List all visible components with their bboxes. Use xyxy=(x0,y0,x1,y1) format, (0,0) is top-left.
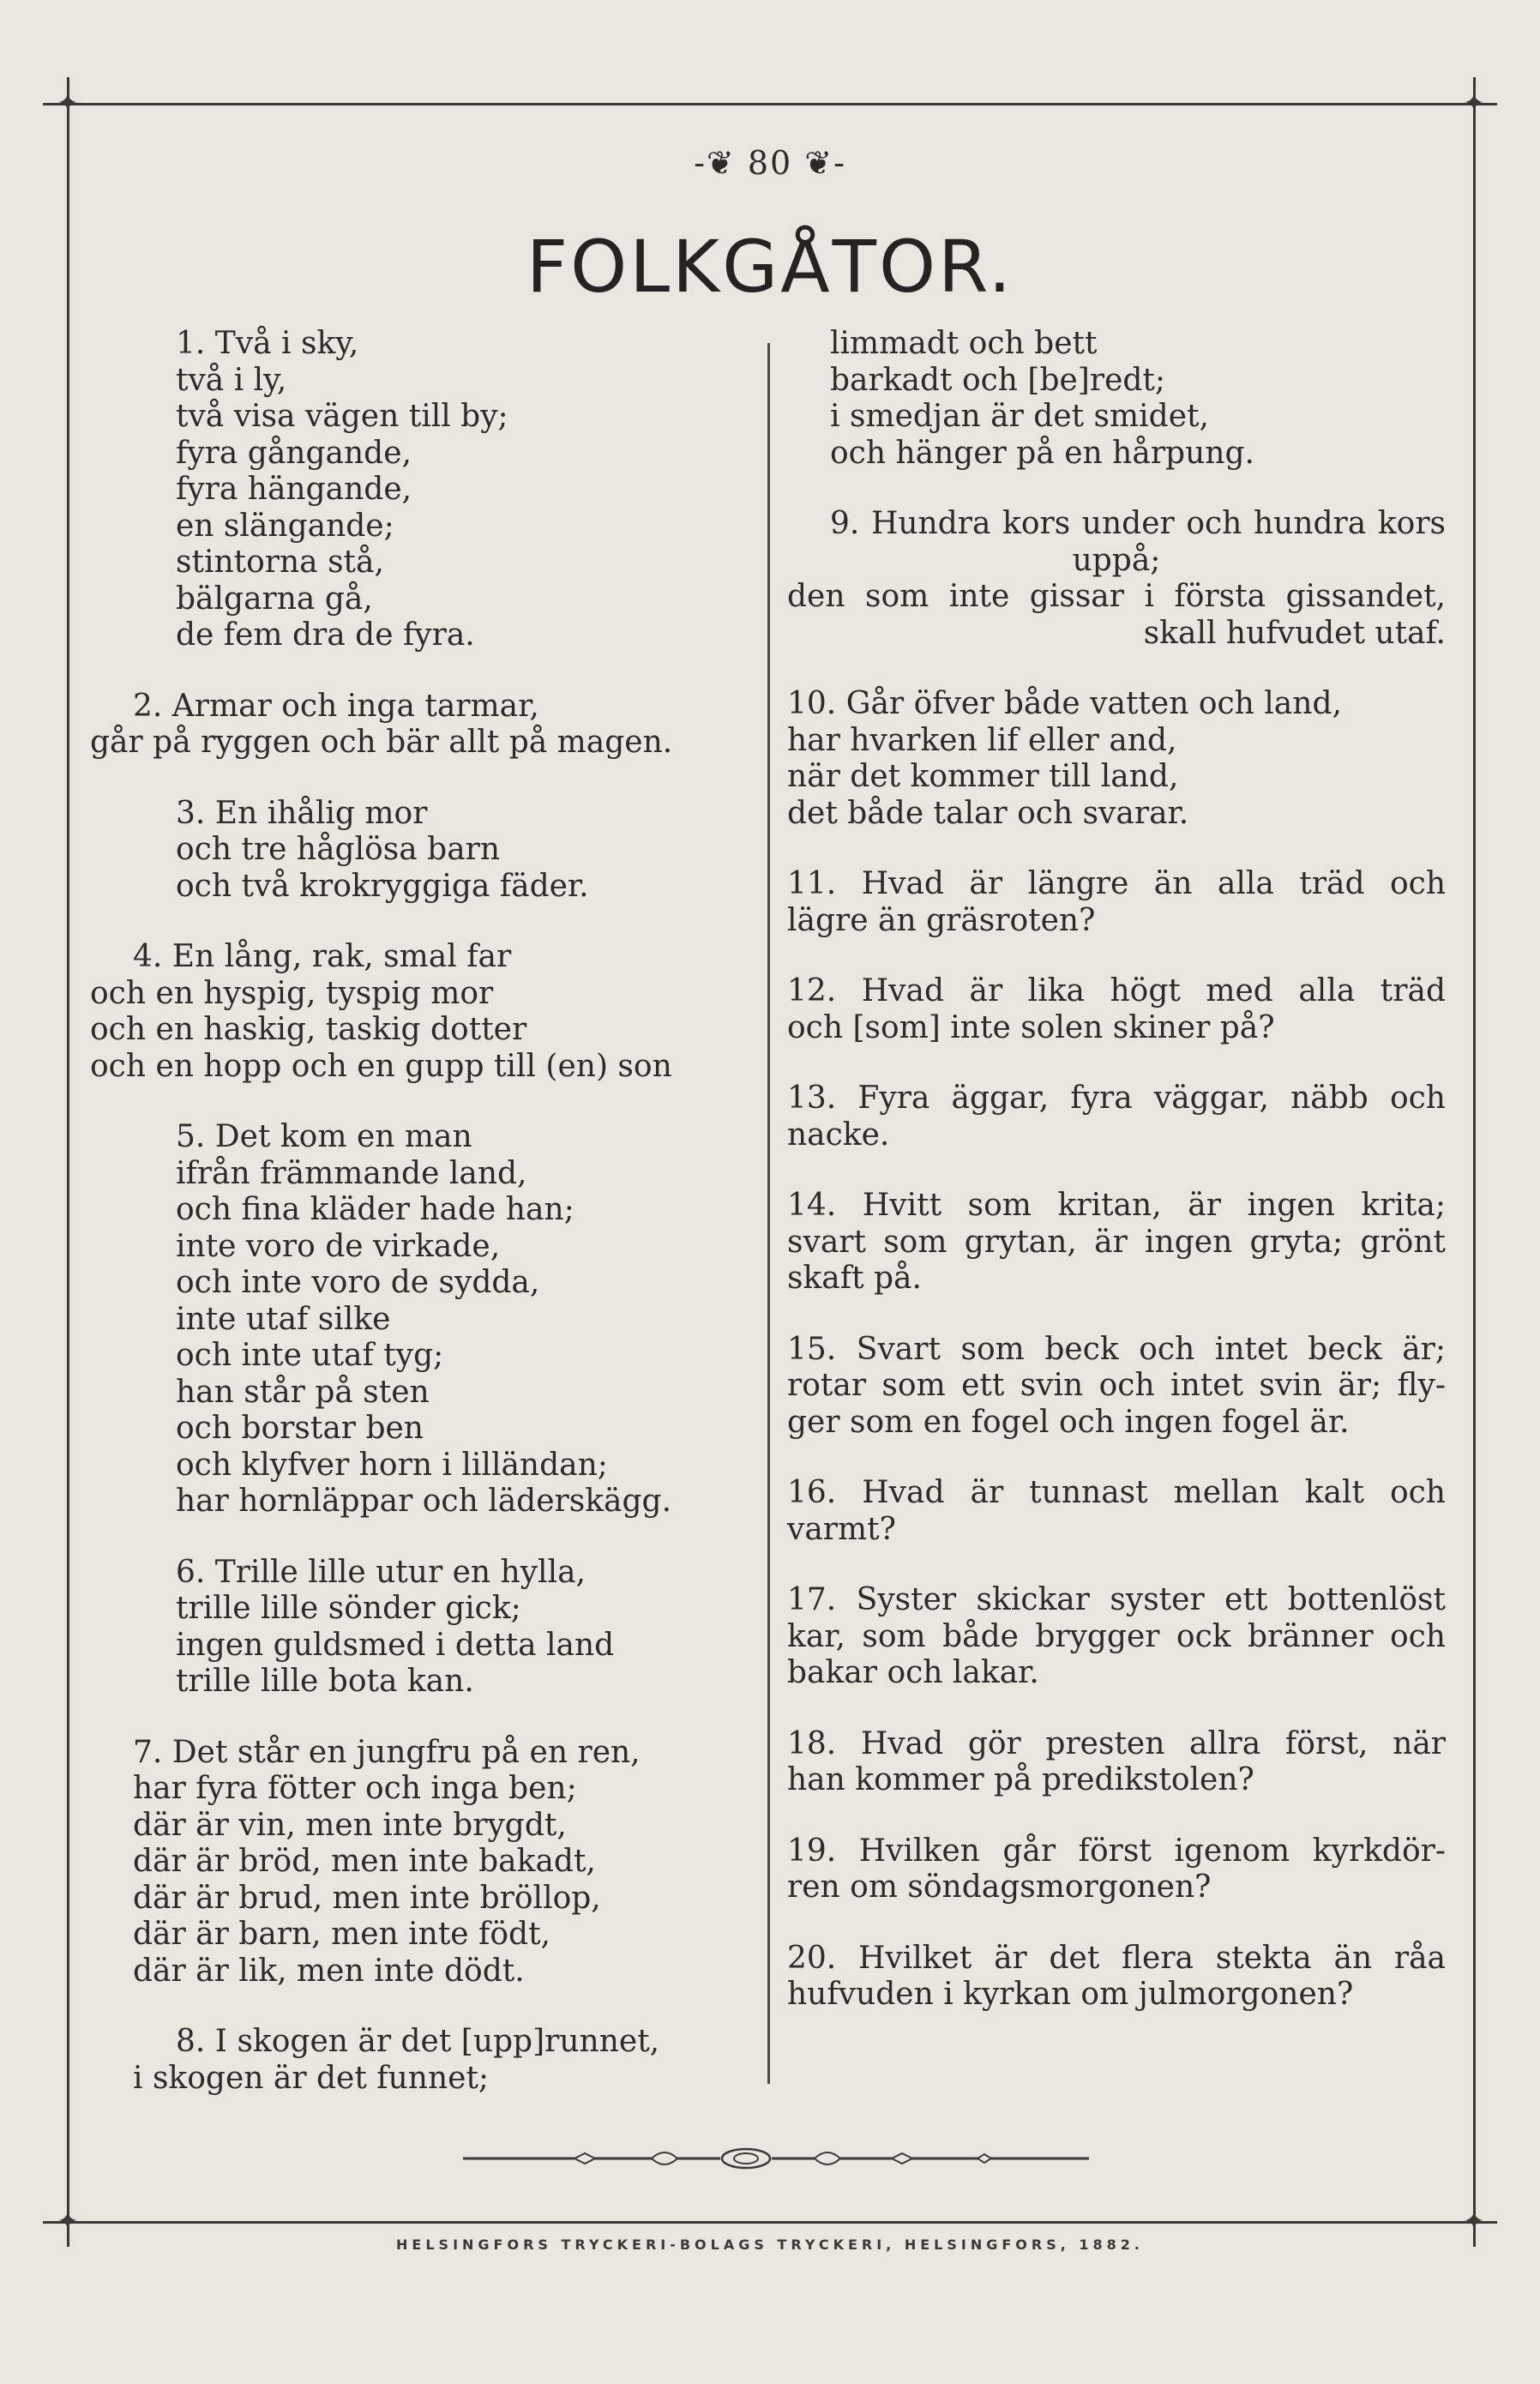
frame-right-line xyxy=(1473,77,1476,2247)
riddle-11 xyxy=(787,866,1446,939)
riddle-line: skaft på. xyxy=(787,1261,922,1296)
riddle-line: trille lille bota kan. xyxy=(176,1664,474,1699)
riddle-13 xyxy=(787,1081,1446,1153)
riddle-line: och en hopp och en gupp till (en) son xyxy=(90,1048,672,1084)
riddle-line: trille lille sönder gick; xyxy=(176,1591,521,1626)
riddle-line: där är bröd, men inte bakadt, xyxy=(133,1844,596,1879)
riddle-line: två i ly, xyxy=(176,362,287,398)
riddle-line: 1. Två i sky, xyxy=(176,326,359,361)
riddle-17 xyxy=(787,1582,1446,1692)
riddle-19 xyxy=(787,1833,1446,1906)
riddle-line: lägre än gräsroten? xyxy=(787,902,1096,938)
riddle-line: i skogen är det funnet; xyxy=(133,2060,490,2096)
column-divider xyxy=(767,343,770,2084)
ornament-divider-icon xyxy=(463,2146,1089,2171)
riddle-8-continued xyxy=(787,326,1446,472)
printer-footer: HELSINGFORS TRYCKERI-BOLAGS TRYCKERI, HELSINGFORS, 1882. xyxy=(396,2237,1144,2253)
riddle-line: ifrån främmande land, xyxy=(176,1155,527,1191)
riddle-line: har fyra fötter och inga ben; xyxy=(133,1771,577,1806)
riddle-20 xyxy=(787,1941,1446,2014)
riddle-14 xyxy=(787,1188,1446,1297)
riddle-3 xyxy=(90,796,742,906)
riddle-line: och borstar ben xyxy=(176,1411,424,1446)
riddle-line: i smedjan är det smidet, xyxy=(830,399,1209,434)
riddle-line: där är barn, men inte födt, xyxy=(133,1917,551,1952)
riddle-9 xyxy=(787,506,1446,652)
riddle-line: fyra hängande, xyxy=(176,472,412,507)
left-column xyxy=(90,326,742,2131)
riddle-7 xyxy=(90,1735,742,1990)
riddle-line: och fina kläder hade han; xyxy=(176,1192,574,1227)
riddle-line: ger som en fogel och ingen fogel är. xyxy=(787,1404,1350,1440)
riddle-line: barkadt och [be]redt; xyxy=(830,362,1166,398)
riddle-6 xyxy=(90,1555,742,1701)
riddle-line: 15. Svart som beck och intet beck är; xyxy=(787,1331,1446,1367)
riddle-line: 13. Fyra äggar, fyra väggar, näbb och xyxy=(787,1081,1446,1116)
riddle-line: de fem dra de fyra. xyxy=(176,617,475,653)
frame-top-line xyxy=(43,103,1497,105)
page-title: FOLKGÅTOR. xyxy=(526,225,1014,309)
riddle-line: det både talar och svarar. xyxy=(787,795,1189,831)
riddle-line: inte voro de virkade, xyxy=(176,1228,501,1264)
riddle-line: nacke. xyxy=(787,1117,890,1153)
right-column xyxy=(787,326,1446,2048)
riddle-line: ingen guldsmed i detta land xyxy=(176,1627,615,1663)
riddle-18 xyxy=(787,1726,1446,1799)
riddle-line: bälgarna gå, xyxy=(176,581,373,617)
riddle-line: där är brud, men inte bröllop, xyxy=(133,1880,601,1916)
riddle-16 xyxy=(787,1475,1446,1548)
riddle-5 xyxy=(90,1119,742,1520)
riddle-line: skall hufvudet utaf. xyxy=(1143,615,1446,651)
riddle-line: där är vin, men inte brygdt, xyxy=(133,1807,567,1843)
riddle-line: har hornläppar och läderskägg. xyxy=(176,1484,672,1519)
riddle-1 xyxy=(90,326,742,654)
riddle-line: två visa vägen till by; xyxy=(176,399,508,434)
riddle-line: 6. Trille lille utur en hylla, xyxy=(176,1554,586,1590)
corner-ornament-icon: ✦ xyxy=(1463,88,1485,118)
riddle-line: rotar som ett svin och intet svin är; fly- xyxy=(787,1368,1446,1403)
riddle-line: och en hyspig, tyspig mor xyxy=(90,975,494,1011)
riddle-line: och två krokryggiga fäder. xyxy=(176,868,589,904)
riddle-15 xyxy=(787,1332,1446,1442)
riddle-line: 7. Det står en jungfru på en ren, xyxy=(133,1734,641,1770)
riddle-line: 5. Det kom en man xyxy=(176,1119,472,1154)
riddle-line: och inte voro de sydda, xyxy=(176,1265,540,1300)
riddle-line: 18. Hvad gör presten allra först, när xyxy=(787,1725,1446,1761)
riddle-2 xyxy=(90,689,742,762)
riddle-line: den som inte gissar i första gissandet, xyxy=(787,579,1446,614)
riddle-line: och [som] inte solen skiner på? xyxy=(787,1009,1275,1045)
riddle-line: går på ryggen och bär allt på magen. xyxy=(90,725,673,760)
riddle-line: svart som grytan, är ingen gryta; grönt xyxy=(787,1224,1446,1260)
frame-left-line xyxy=(67,77,69,2247)
riddle-line: och tre håglösa barn xyxy=(176,832,501,867)
riddle-line: hufvuden i kyrkan om julmorgonen? xyxy=(787,1977,1354,2012)
riddle-line: uppå; xyxy=(1072,542,1161,578)
riddle-line: 11. Hvad är längre än alla träd och xyxy=(787,866,1446,901)
riddle-line: 16. Hvad är tunnast mellan kalt och xyxy=(787,1475,1446,1510)
riddle-line: en slängande; xyxy=(176,508,394,544)
riddle-line: 2. Armar och inga tarmar, xyxy=(133,688,539,724)
riddle-10 xyxy=(787,686,1446,832)
riddle-line: och en haskig, taskig dotter xyxy=(90,1012,527,1047)
riddle-line: 8. I skogen är det [upp]runnet, xyxy=(176,2024,660,2059)
riddle-line: inte utaf silke xyxy=(176,1301,391,1337)
riddle-line: när det kommer till land, xyxy=(787,759,1179,794)
riddle-line: 9. Hundra kors under och hundra kors xyxy=(830,506,1446,541)
corner-ornament-icon: ✦ xyxy=(57,2206,79,2237)
riddle-line: limmadt och bett xyxy=(830,326,1098,361)
riddle-line: och inte utaf tyg; xyxy=(176,1338,444,1373)
riddle-12 xyxy=(787,973,1446,1046)
riddle-line: 14. Hvitt som kritan, är ingen krita; xyxy=(787,1188,1446,1223)
riddle-line: 19. Hvilken går först igenom kyrkdör- xyxy=(787,1833,1446,1869)
riddle-8 xyxy=(90,2024,742,2097)
riddle-line: stintorna stå, xyxy=(176,545,384,580)
riddle-line: och hänger på en hårpung. xyxy=(830,435,1254,471)
corner-ornament-icon: ✦ xyxy=(1463,2206,1485,2237)
riddle-line: ren om söndagsmorgonen? xyxy=(787,1869,1212,1905)
riddle-line: bakar och lakar. xyxy=(787,1655,1039,1690)
riddle-line: där är lik, men inte dödt. xyxy=(133,1953,525,1989)
riddle-line: 4. En lång, rak, smal far xyxy=(133,939,512,974)
corner-ornament-icon: ✦ xyxy=(57,88,79,118)
riddle-line: varmt? xyxy=(787,1511,896,1547)
riddle-line: han kommer på predikstolen? xyxy=(787,1762,1254,1797)
riddle-4 xyxy=(90,939,742,1085)
riddle-line: 3. En ihålig mor xyxy=(176,795,428,831)
page-number: -❦ 80 ❦- xyxy=(694,144,846,182)
riddle-line: 20. Hvilket är det flera stekta än råa xyxy=(787,1940,1446,1976)
riddle-line: och klyfver horn i lilländan; xyxy=(176,1447,608,1483)
riddle-line: kar, som både brygger ock bränner och xyxy=(787,1618,1446,1654)
riddle-line: 12. Hvad är lika högt med alla träd xyxy=(787,973,1446,1008)
riddle-line: har hvarken lif eller and, xyxy=(787,722,1177,758)
riddle-line: han står på sten xyxy=(176,1374,430,1410)
riddle-line: 10. Går öfver både vatten och land, xyxy=(787,686,1342,721)
riddle-line: fyra gångande, xyxy=(176,435,412,471)
riddle-line: 17. Syster skickar syster ett bottenlöst xyxy=(787,1582,1446,1617)
frame-bottom-line xyxy=(43,2221,1497,2224)
